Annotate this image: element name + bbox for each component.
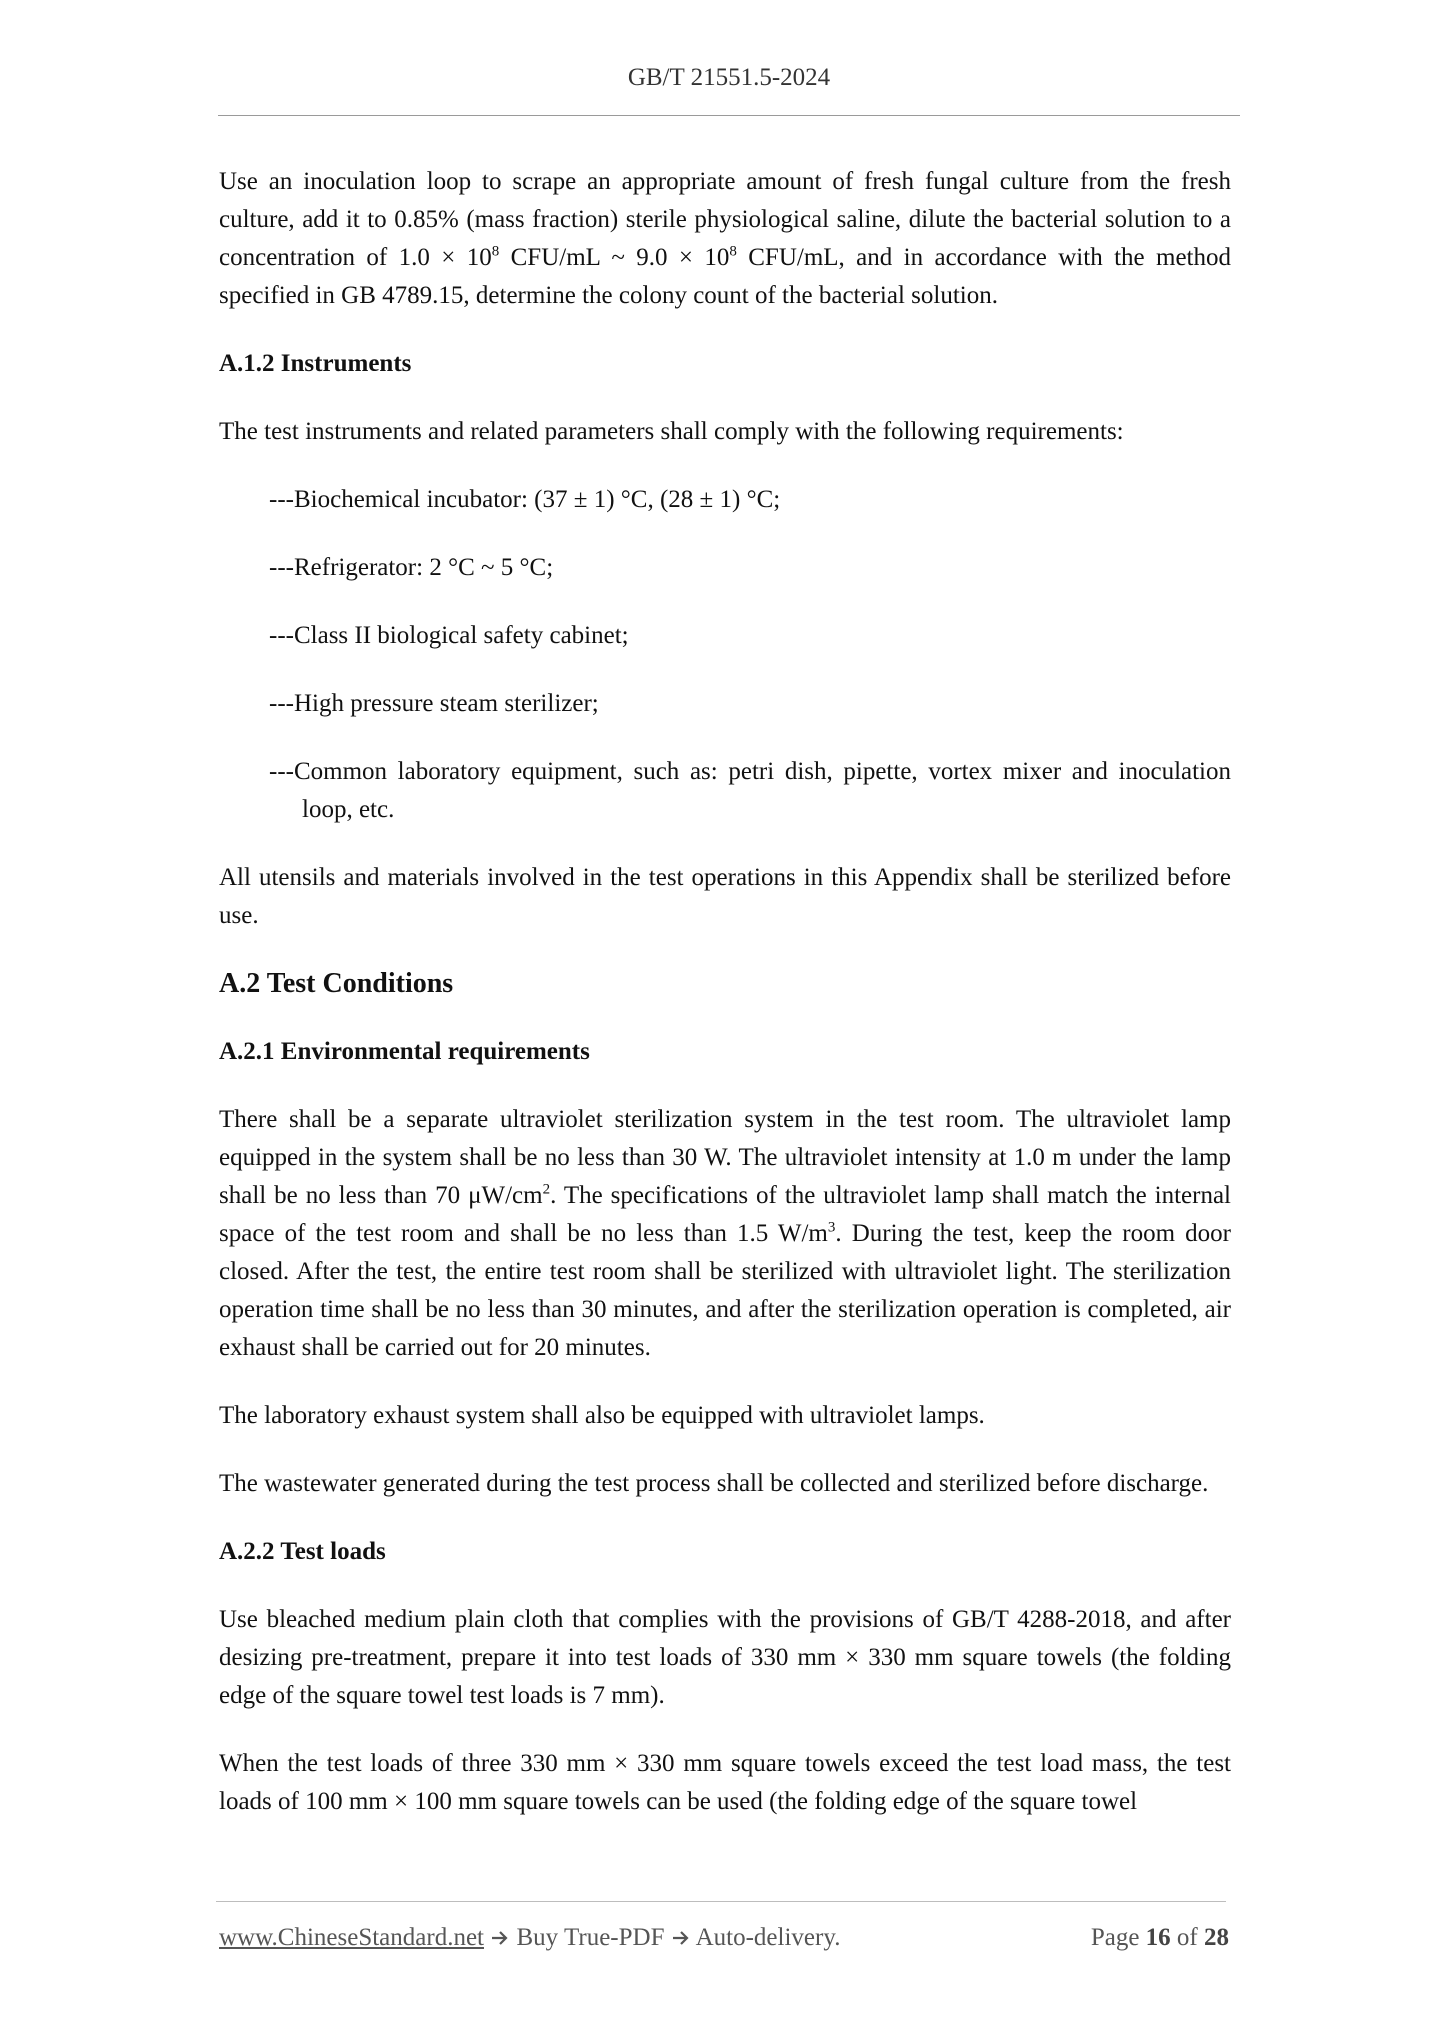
list-item: ---Class II biological safety cabinet;	[269, 622, 629, 649]
wastewater-paragraph: The wastewater generated during the test process shall be collected and sterilized before discharge.	[219, 1470, 1209, 1497]
page-footer	[219, 1922, 1229, 1954]
environment-paragraph: There shall be a separate ultraviolet sterilization system in the test room. The ultraviolet lamp equipped in the system shall be no less than 30 W. The ultraviolet intensity at 1.0 m under the lamp shall be no less than 70 $\mu W/cm^2$. The specifications of the ultraviolet lamp shall match the internal space of the test room and shall be no less than 1.5 $W/m^3$. During the test, keep the room door closed. After the test, the entire test room shall be sterilized with ultraviolet light. The sterilization operation time shall be no less than 30 minutes, and after the sterilization operation is completed, air exhaust shall be carried out for 20 minutes.	[219, 1106, 1231, 1361]
list-item: ---Common laboratory equipment, such as: petri dish, pipette, vortex mixer and inoculation loop, etc.	[269, 758, 1231, 823]
website-link[interactable]: www.ChineseStandard.net	[219, 1924, 484, 1951]
page-total: 28	[1204, 1924, 1229, 1951]
arrow-right-icon	[671, 1928, 691, 1948]
buy-text: Buy True-PDF	[516, 1924, 665, 1951]
exhaust-paragraph: The laboratory exhaust system shall also be equipped with ultraviolet lamps.	[219, 1402, 985, 1429]
test-loads-paragraph: Use bleached medium plain cloth that complies with the provisions of GB/T 4288-2018, and after desizing pre-treatment, prepare it into test loads of 330 mm × 330 mm square towels (the folding edge of the square towel test loads is 7 mm).	[219, 1606, 1231, 1709]
arrow-right-icon	[490, 1928, 510, 1948]
section-heading-a21: A.2.1 Environmental requirements	[219, 1038, 590, 1065]
section-heading-a22: A.2.2 Test loads	[219, 1538, 386, 1565]
delivery-text: Auto-delivery.	[695, 1924, 841, 1951]
instruments-lead: The test instruments and related parameters shall comply with the following requirements:	[219, 418, 1124, 445]
list-item: ---Biochemical incubator: (37 ± 1) °C, (28 ± 1) °C;	[269, 486, 781, 513]
section-heading-a2: A.2 Test Conditions	[219, 968, 454, 999]
intro-paragraph: Use an inoculation loop to scrape an appropriate amount of fresh fungal culture from the fresh culture, add it to 0.85% (mass fraction) sterile physiological saline, dilute the bacterial solution to a concentration of $1.0 \times 10^8$ CFU/mL ~ $9.0 \times 10^8$ CFU/mL, and in accordance with the method specified in GB 4789.15, determine the colony count of the bacterial solution.	[219, 168, 1231, 309]
footer-divider	[216, 1901, 1226, 1902]
header-divider	[218, 115, 1240, 116]
section-heading-a12: A.1.2 Instruments	[219, 350, 412, 377]
page-number: 16	[1145, 1924, 1171, 1951]
page-indicator: Page 16 of 28	[1090, 1924, 1229, 1951]
list-item: ---High pressure steam sterilizer;	[269, 690, 599, 717]
instruments-closing: All utensils and materials involved in the test operations in this Appendix shall be sterilized before use.	[219, 864, 1231, 929]
document-body	[219, 163, 1231, 1851]
list-item: ---Refrigerator: 2 °C ~ 5 °C;	[269, 554, 554, 581]
document-header: GB/T 21551.5-2024	[627, 64, 831, 91]
test-loads-paragraph-2: When the test loads of three 330 mm × 330 mm square towels exceed the test load mass, the test loads of 100 mm × 100 mm square towels can be used (the folding edge of the square towel	[219, 1750, 1231, 1815]
